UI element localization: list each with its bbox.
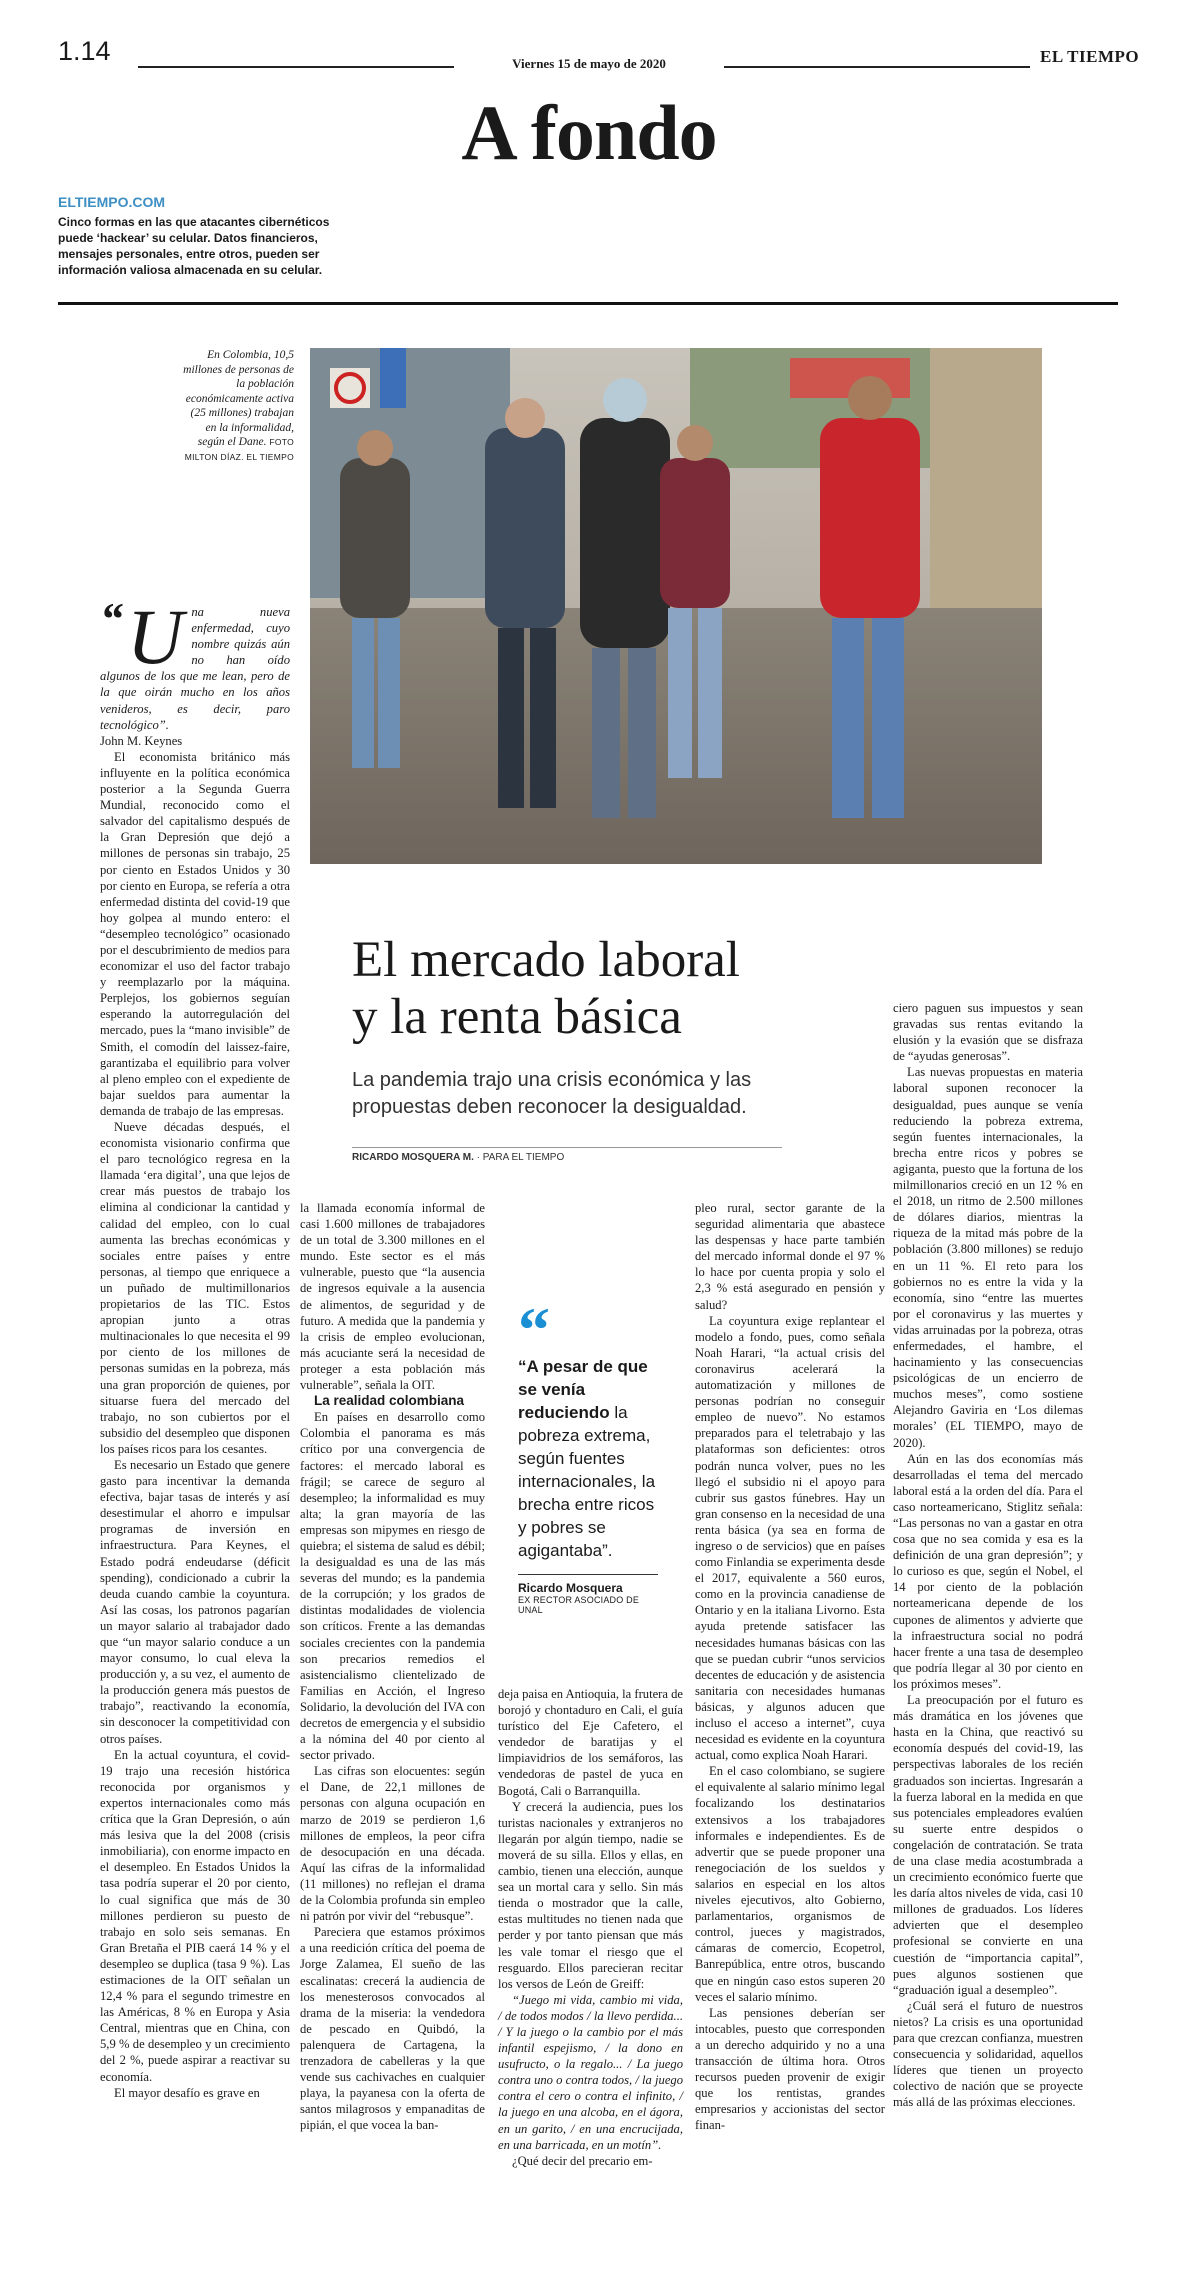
paragraph: ciero paguen sus impuestos y sean gravadas sus rentas evitando la elusión y la evasión que se disfraza de “ayudas generosas”. bbox=[893, 1001, 1083, 1064]
paragraph: Las nuevas propuestas en materia laboral suponen reconocer la desigualdad, pues aunque se venía reduciendo la pobreza extrema, según fuentes internacionales, la brecha entre ricos y pobres se agiganta, puesto que la fortuna de los milmillonarios creció en un 12 % en el 2018, un ritmo de 2.500 millones de dólares diarios, mientras la riqueza de la mitad más pobre de la población (3.800 millones) se redujo en un 11 %. El reto para los gobiernos no es entre la vida y la economía, sino “entre las muertes por el coronavirus y las muertes y vidas arruinadas por la pobreza, otras enfermedades, el hambre, el hacinamiento y las consecuencias psicológicas de un encierro de muchos meses”, como sostiene Alejandro Gaviria en ‘Los dilemas morales’ (EL TIEMPO, mayo de 2020). bbox=[893, 1065, 1083, 1450]
paragraph: ¿Cuál será el futuro de nuestros nietos? La crisis es una oportunidad para que crezcan confianza, muestren consecuencia y solidaridad, aquellos líderes que tienen un proyecto colectivo de nación que se proyecte más allá de las próximas elecciones. bbox=[893, 1998, 1083, 2110]
paragraph: El mayor desafío es grave en bbox=[114, 2085, 260, 2100]
paragraph: La coyuntura exige replantear el modelo a fondo, pues, como señala Noah Harari, “la actual crisis del coronavirus acelerará la automatización y millones de personas podrían no conseguir empleo de nuevo”. No estamos preparados para el teletrabajo y las plataformas son deficientes: otros podrán nunca volver, pues no les llegó el subsidio ni el apoyo para cubrir sus gastos fúnebres. Hay un gran consenso en la necesidad de una renta básica (ya sea en forma de ingreso o de servicios) que en países como Finlandia se experimenta desde el 2017, equivalente a 560 euros, como en la provincia canadiense de Ontario y en la italiana Livorno. Esta ayuda pretende satisfacer las necesidades humanas básicas con las que se puedan cubrir “unos servicios decentes de educación y de asistencia sanitaria con necesidades humanas básicas, y algunos aducen que incluso el acceso a internet”, cuya necesidad es evidente en la coyuntura actual, como explica Noah Harari. bbox=[695, 1313, 885, 1763]
paragraph: Las cifras son elocuentes: según el Dane, de 22,1 millones de personas con alguna ocupación en marzo de 2019 se perdieron 1,6 millones de empleos, la peor cifra de desocupación en una década. Aquí las cifras de la informalidad (11 millones) no reflejan el drama de la Colombia profunda sin empleo ni patrón por vivir del “rebusque”. bbox=[300, 1764, 485, 1924]
headline-line-1: El mercado laboral bbox=[352, 932, 740, 988]
byline-role: · PARA EL TIEMPO bbox=[473, 1152, 565, 1163]
lead-quote bbox=[100, 593, 290, 733]
photo-caption bbox=[182, 348, 294, 464]
paragraph: Las pensiones deberían ser intocables, puesto que corresponden a un derecho adquirido y no a una transacción de última hora. Otros recursos pueden provenir de exigir que los rentistas, grandes empresarios y accionistas del sector finan- bbox=[695, 2005, 885, 2133]
promo-site-link[interactable]: ELTIEMPO.COM bbox=[58, 194, 166, 210]
article-column-5 bbox=[893, 1000, 1083, 2110]
paragraph: Nueve décadas después, el economista visionario confirma que el paro tecnológico regresa en la llamada ‘era digital’, una que lejos de crear más puestos de trabajo los elimina al condicionar la cantidad y calidad del empleo, con lo cual aumenta las brechas económicas y sociales entre países y entre personas, al tiempo que enriquece a un puñado de multimillonarios propietarios de las TIC. Estos apropian junto a otras multinacionales lo que necesita el 99 por ciento de los millones de personas sumidas en la pobreza, más una gran proporción de quienes, por situarse fuera del mercado del trabajo, no son cubiertos por el subsidio del desempleo que disponen los países ricos para los cesantes. bbox=[100, 1120, 290, 1456]
paragraph: El economista británico más influyente en la política económica posterior a la Segunda Guerra Mundial, reconocido como el salvador del capitalismo después de la Gran Depresión que dejó a millones de personas sin trabajo, 25 por ciento en Estados Unidos y 30 por ciento en Europa, se refería a otra enfermedad distinta del covid-19 que hoy golpea al mundo entero: el “desempleo tecnológico” ocasionado por el descubrimiento de medios para economizar el uso del factor trabajo y reemplazarlo por la máquina. Perplejos, los gobiernos seguían esperando la autorregulación del mercado, pues la “mano invisible” de Smith, el comodín del laissez-faire, garantizaba el equilibrio para volver al pleno empleo con el expediente de bajar sueldos para aumentar la demanda de trabajo de las empresas. bbox=[100, 749, 290, 1118]
article-column-1 bbox=[100, 593, 290, 2101]
section-divider bbox=[58, 302, 1118, 305]
poem-quote: “Juego mi vida, cambio mi vida, / de todos modos / la llevo perdida... / Y la juego o la cambio por el más infantil espejismo, / la dono en usufructo, o la regalo... / La juego contra uno o contra todos, / la juego contra el cero o contra el infinito, / la juego en una alcoba, en el ágora, en un garito, / en una encrucijada, en una barricada, en un motín”. bbox=[498, 1992, 683, 2152]
pull-quote-mark: “ bbox=[518, 1294, 550, 1365]
pull-quote-rest: la pobreza extrema, según fuentes internacionales, la brecha entre ricos y pobres se agigantaba”. bbox=[518, 1403, 656, 1560]
paragraph: ¿Qué decir del precario em- bbox=[512, 2153, 653, 2168]
article-column-2 bbox=[300, 1200, 485, 2133]
pull-quote-bold: “A pesar de que se venía reduciendo bbox=[518, 1357, 648, 1422]
masthead: EL TIEMPO bbox=[1040, 47, 1140, 66]
street-photo bbox=[310, 348, 1042, 864]
lead-quote-text: na nueva enfermedad, cuyo nombre quizás aún no han oído algunos de los que me lean, pero de la que oirán mucho en los años venideros, es decir, paro tecnológico”. bbox=[100, 605, 290, 732]
paragraph: Aún en las dos economías más desarrolladas el tema del mercado laboral está a la orden del día. Para el caso norteamericano, Stiglitz señala: “Las personas no van a gastar en otra cosa que no sea comida y esa es la definición de una gran depresión”; y lo curioso es que, según el Nobel, el 14 por ciento de la población norteamericana depende de los cupones de alimentos y advierte que la infraestructura social no podrá hacer frente a una tasa de desempleo que podría llegar al 30 por ciento en los próximos meses”. bbox=[893, 1451, 1083, 1691]
street-photo-image bbox=[310, 348, 1042, 864]
edition-date: Viernes 15 de mayo de 2020 bbox=[512, 56, 666, 71]
headline-line-2: y la renta básica bbox=[352, 989, 682, 1045]
paragraph: En la actual coyuntura, el covid-19 trajo una recesión histórica reconocida por organismos y expertos internacionales como más crítica que la Gran Depresión, o aún más lesiva que la del 2008 (crisis inmobiliaria), con enorme impacto en el desempleo. En Estados Unidos la tasa podría superar el 20 por ciento, lo cual significa que más de 30 millones perdieron su puesto de trabajo en solo seis semanas. En Gran Bretaña el PIB caerá 14 % y el desempleo se duplica (tasa 9 %). Las estimaciones de la OIT señalan un 12,4 % para el segundo trimestre en las Américas, 8 % en Europa y Asia Central, mientras que en China, con 5,9 % de desempleo y un crecimiento del 2 %, puede aspirar a reactivar su economía. bbox=[100, 1747, 290, 2084]
pull-quote bbox=[518, 1294, 658, 1615]
quote-mark: “ bbox=[100, 593, 123, 644]
byline-author: RICARDO MOSQUERA M. bbox=[352, 1152, 474, 1163]
article-deck: La pandemia trajo una crisis económica y las propuestas deben reconocer la desigualdad. bbox=[352, 1069, 752, 1118]
paragraph: Es necesario un Estado que genere gasto para incentivar la demanda efectiva, bajar tasas de interés y así desestimular el ahorro e impulsar programas de inversión en infraestructura. Para Keynes, el Estado podrá endeudarse (déficit spending), condicionado a cubrir la deuda cuando cambie la coyuntura. Así las cosas, los patronos pagarían un mayor salario al trabajador dado que “un mayor salario conduce a un mayor consumo, lo cual eleva la producción y, a su vez, el aumento de la producción genera más puestos de trabajo”, reactivando la economía, sin desconocer la competitividad con otros países. bbox=[100, 1457, 290, 1746]
paragraph: La preocupación por el futuro es más dramática en los jóvenes que hasta en la China, que reactivó su economía después del covid-19, las perspectivas laborales de los recién graduados son inciertas. Ingresarán a la fuerza laboral en la medida en que sus potenciales empleadores evalúen su suerte entre despidos o congelación de contratación. Se trata de una clase media acostumbrada a un crecimiento económico fuerte que les daría altos niveles de vida, casi 10 millones de graduados. Los líderes advierten que el desempleo profesional se convierte en una cuestión de “importancia capital”, pues algunos sostienen que “graduación igual a desempleo”. bbox=[893, 1693, 1083, 1997]
pull-quote-role: EX RECTOR ASOCIADO DE UNAL bbox=[518, 1595, 640, 1615]
pull-quote-text bbox=[518, 1355, 658, 1562]
paragraph: En países en desarrollo como Colombia el panorama es más crítico por una convergencia de factores: el mercado laboral es frágil; se carece de seguro al desempleo; la informalidad es muy alta; la gran mayoría de las empresas son mipymes en riesgo de quiebra; el sistema de salud es débil; la desigualdad es una de las más severas del mundo; es la pandemia de la corrupción; y los grados de distintas modalidades de violencia son críticos. Frente a las demandas sociales crecientes con la pandemia son precarios remedios el asistencialismo clientelizado de Familias en Acción, el Ingreso Solidario, la devolución del IVA con decretos de emergencia y el subsidio a la nómina del 40 por ciento al sector privado. bbox=[300, 1410, 485, 1763]
paragraph: deja paisa en Antioquia, la frutera de borojó y chontaduro en Cali, el guía turístico del Eje Cafetero, el vendedor de baratijas y el limpiavidrios de los semáforos, las vendedoras de pastel de yuca en Bogotá, Cali o Barranquilla. bbox=[498, 1687, 683, 1798]
paragraph: pleo rural, sector garante de la seguridad alimentaria que abastece las despensas y hace parte también del mercado informal donde el 97 % lo hace por cuenta propia y solo el 2,3 % está asegurado en pensión y salud? bbox=[695, 1201, 885, 1312]
byline bbox=[352, 1147, 782, 1163]
lead-quote-author: John M. Keynes bbox=[100, 733, 183, 748]
article-headline bbox=[352, 932, 912, 1046]
drop-cap: U bbox=[127, 593, 184, 680]
section-title: A fondo bbox=[461, 89, 717, 176]
paragraph: En el caso colombiano, se sugiere el equivalente al salario mínimo legal focalizando los destinatarios extensivos a los trabajadores informales e independientes. Es de advertir que se puede proponer una renegociación de los sueldos y salarios en especial en los altos niveles ejecutivos, alto Gobierno, parlamentarios, organismos de control, jueces y magistrados, cámaras de comercio, Ecopetrol, Banrepública, entre otros, buscando que en ningún caso estos superen 20 veces el salario mínimo. bbox=[695, 1764, 885, 2004]
article-column-3 bbox=[498, 1686, 683, 2169]
paragraph: Y crecerá la audiencia, pues los turistas nacionales y extranjeros no llegarán por algún tiempo, nadie se moverá de su silla. Ellos y ellas, en cambio, tienen una elección, aunque sea un mortal cara y sello. Sin más tienda o mostrador que la calle, estas multitudes no tienen nada que perder y por tanto piensan que más les vale tomar el riesgo que el resguardo. Ellos parecieran recitar los versos de León de Greiff: bbox=[498, 1799, 683, 1991]
article-column-4 bbox=[695, 1200, 885, 2133]
promo-text: Cinco formas en las que atacantes cibernéticos puede ‘hackear’ su celular. Datos financieros, mensajes personales, entre otros, pueden ser información valiosa almacenada en su celular. bbox=[58, 215, 330, 277]
paragraph: la llamada economía informal de casi 1.600 millones de trabajadores de un total de 3.300 millones en el mundo. Este sector es el más vulnerable, puesto que “la ausencia de ingresos equivale a la ausencia de alimentos, de seguridad y de futuro. A medida que la pandemia y la crisis de empleo evolucionan, más acuciante será la necesidad de proteger a esta población más vulnerable”, señala la OIT. bbox=[300, 1201, 485, 1393]
subhead: La realidad colombiana bbox=[314, 1393, 465, 1409]
pull-quote-author: Ricardo Mosquera bbox=[518, 1574, 658, 1595]
paragraph: Pareciera que estamos próximos a una reedición crítica del poema de Jorge Zalamea, El sueño de las escalinatas: crecerá la audiencia de los menesterosos convocados al drama de la miseria: la vendedora de pescado en Quibdó, la palenquera de Cartagena, la trenzadora de cabelleras y la que vende sus cachivaches en cualquier playa, la payanesa con la oferta de santos milagrosos y empanaditas de pipián, el que vocea la ban- bbox=[300, 1925, 485, 2133]
page-number: 1.14 bbox=[58, 36, 111, 66]
photo-credit: FOTO MILTON DÍAZ. EL TIEMPO bbox=[184, 437, 294, 462]
photo-caption-text: En Colombia, 10,5 millones de personas de la población económicamente activa (25 millones) trabajan en la informalidad, según el Dane. bbox=[183, 349, 294, 448]
